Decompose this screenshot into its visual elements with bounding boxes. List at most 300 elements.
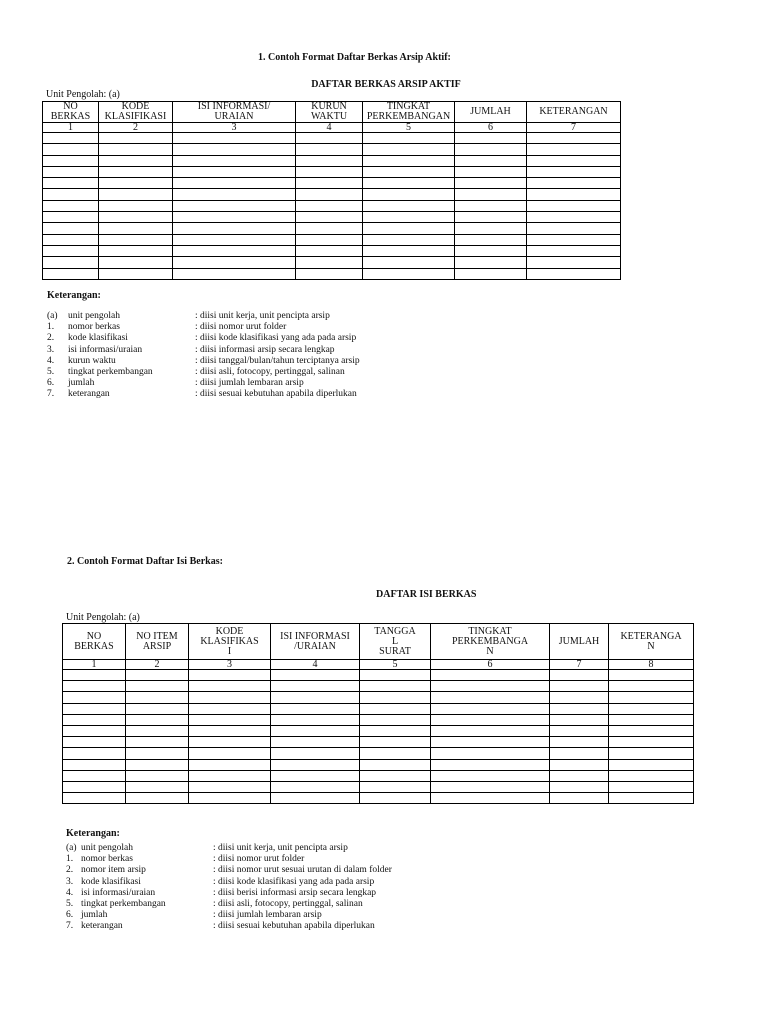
column-number: 5 xyxy=(360,660,431,670)
note-number: 3. xyxy=(66,876,74,887)
table-cell[interactable] xyxy=(360,770,431,781)
table-cell[interactable] xyxy=(360,759,431,770)
table-cell[interactable] xyxy=(455,166,527,177)
table-cell[interactable] xyxy=(189,737,271,748)
section1-unit-label: Unit Pengolah: (a) xyxy=(46,89,120,100)
table-cell[interactable] xyxy=(550,781,609,792)
table-cell[interactable] xyxy=(431,770,550,781)
table-cell[interactable] xyxy=(363,133,455,144)
table-cell[interactable] xyxy=(455,155,527,166)
table-cell[interactable] xyxy=(43,144,99,155)
table-cell[interactable] xyxy=(609,737,694,748)
table-cell[interactable] xyxy=(527,166,621,177)
table-cell[interactable] xyxy=(99,245,173,256)
table-cell[interactable] xyxy=(173,189,296,200)
table-cell[interactable] xyxy=(271,737,360,748)
list-item xyxy=(47,356,447,367)
table-cell[interactable] xyxy=(99,133,173,144)
note-description: : diisi asli, fotocopy, pertinggal, salinan xyxy=(213,898,363,909)
table-cell[interactable] xyxy=(173,155,296,166)
table-cell[interactable] xyxy=(99,178,173,189)
table-cell[interactable] xyxy=(455,144,527,155)
table-cell[interactable] xyxy=(455,257,527,268)
table-cell[interactable] xyxy=(550,681,609,692)
table-cell[interactable] xyxy=(455,245,527,256)
table-cell[interactable] xyxy=(527,178,621,189)
note-label: jumlah xyxy=(68,378,95,389)
column-header: KODE KLASIFIKASI xyxy=(99,102,173,123)
table-cell[interactable] xyxy=(63,692,126,703)
note-label: unit pengolah xyxy=(68,311,120,321)
note-description: : diisi informasi arsip secara lengkap xyxy=(195,344,335,355)
section2-notes-title: Keterangan: xyxy=(66,828,120,839)
note-number: 7. xyxy=(47,389,55,400)
list-item xyxy=(66,865,486,876)
table-cell[interactable] xyxy=(527,189,621,200)
table-cell[interactable] xyxy=(173,212,296,223)
note-number: 5. xyxy=(66,898,74,909)
note-description: : diisi jumlah lembaran arsip xyxy=(195,378,304,389)
table-cell[interactable] xyxy=(455,200,527,211)
table-cell[interactable] xyxy=(173,223,296,234)
table-cell[interactable] xyxy=(296,166,363,177)
note-description: : diisi nomor urut folder xyxy=(195,322,287,333)
table-cell[interactable] xyxy=(63,759,126,770)
table-cell[interactable] xyxy=(126,703,189,714)
note-description: : diisi jumlah lembaran arsip xyxy=(213,910,322,921)
table-row xyxy=(63,759,694,770)
table-cell[interactable] xyxy=(609,759,694,770)
table-cell[interactable] xyxy=(527,133,621,144)
note-label: nomor berkas xyxy=(68,322,120,333)
table-cell[interactable] xyxy=(296,144,363,155)
table-cell[interactable] xyxy=(43,245,99,256)
table-cell[interactable] xyxy=(99,268,173,279)
table-row xyxy=(43,200,621,211)
table-cell[interactable] xyxy=(189,793,271,804)
table-cell[interactable] xyxy=(43,234,99,245)
table-cell[interactable] xyxy=(126,692,189,703)
table-cell[interactable] xyxy=(455,189,527,200)
table-cell[interactable] xyxy=(360,781,431,792)
column-number: 1 xyxy=(43,123,99,133)
table-cell[interactable] xyxy=(363,268,455,279)
table-cell[interactable] xyxy=(173,234,296,245)
table-cell[interactable] xyxy=(360,681,431,692)
table-cell[interactable] xyxy=(296,212,363,223)
column-header: KETERANGAN xyxy=(527,102,621,123)
table-cell[interactable] xyxy=(609,725,694,736)
note-description: : diisi unit kerja, unit pencipta arsip xyxy=(213,843,348,853)
table-cell[interactable] xyxy=(43,268,99,279)
note-label: kode klasifikasi xyxy=(81,876,141,887)
table-cell[interactable] xyxy=(189,692,271,703)
note-number: 2. xyxy=(66,865,74,876)
table-cell[interactable] xyxy=(189,759,271,770)
column-header: NO BERKAS xyxy=(63,624,126,660)
column-header: TINGKAT PERKEMBANGA N xyxy=(431,624,550,660)
table-cell[interactable] xyxy=(126,781,189,792)
column-header: KODE KLASIFIKAS I xyxy=(189,624,271,660)
column-header: TANGGA L SURAT xyxy=(360,624,431,660)
table-cell[interactable] xyxy=(189,714,271,725)
table-cell[interactable] xyxy=(363,257,455,268)
column-header: ISI INFORMASI /URAIAN xyxy=(271,624,360,660)
note-label: unit pengolah xyxy=(81,843,133,853)
note-number: 1. xyxy=(47,322,55,333)
table-cell[interactable] xyxy=(173,245,296,256)
note-description: : diisi berisi informasi arsip secara lengkap xyxy=(213,887,377,898)
table-cell[interactable] xyxy=(63,725,126,736)
column-header: JUMLAH xyxy=(550,624,609,660)
list-item xyxy=(47,345,447,356)
note-number: 5. xyxy=(47,366,55,377)
table-cell[interactable] xyxy=(527,223,621,234)
column-number: 6 xyxy=(431,660,550,670)
table-cell[interactable] xyxy=(271,781,360,792)
note-label: nomor berkas xyxy=(81,854,133,865)
table-cell[interactable] xyxy=(431,692,550,703)
table-cell[interactable] xyxy=(363,245,455,256)
list-item xyxy=(66,921,486,932)
table-cell[interactable] xyxy=(527,144,621,155)
table-cell[interactable] xyxy=(550,793,609,804)
table-cell[interactable] xyxy=(99,144,173,155)
table-row xyxy=(63,737,694,748)
table-cell[interactable] xyxy=(360,725,431,736)
column-number: 2 xyxy=(99,123,173,133)
table-cell[interactable] xyxy=(296,200,363,211)
table-cell[interactable] xyxy=(431,748,550,759)
table-cell[interactable] xyxy=(527,257,621,268)
table-cell[interactable] xyxy=(609,703,694,714)
table-cell[interactable] xyxy=(43,257,99,268)
list-item xyxy=(66,888,486,899)
table-cell[interactable] xyxy=(43,223,99,234)
list-item xyxy=(66,910,486,921)
note-number: (a) xyxy=(47,311,58,321)
table-cell[interactable] xyxy=(550,770,609,781)
table-cell[interactable] xyxy=(271,759,360,770)
table-cell[interactable] xyxy=(189,748,271,759)
list-item xyxy=(66,899,486,910)
section2-unit-label: Unit Pengolah: (a) xyxy=(66,612,140,623)
table-cell[interactable] xyxy=(99,212,173,223)
table-cell[interactable] xyxy=(363,178,455,189)
table-cell[interactable] xyxy=(431,703,550,714)
table-cell[interactable] xyxy=(271,714,360,725)
daftar-berkas-table xyxy=(42,101,621,280)
table-cell[interactable] xyxy=(126,770,189,781)
table-cell[interactable] xyxy=(609,692,694,703)
table-cell[interactable] xyxy=(126,681,189,692)
table-row xyxy=(43,245,621,256)
table-cell[interactable] xyxy=(550,670,609,681)
table-cell[interactable] xyxy=(296,178,363,189)
note-description: : diisi kode klasifikasi yang ada pada arsip xyxy=(213,876,375,887)
table-cell[interactable] xyxy=(609,748,694,759)
table-cell[interactable] xyxy=(43,189,99,200)
note-label: nomor item arsip xyxy=(81,865,146,876)
table-cell[interactable] xyxy=(363,200,455,211)
table-cell[interactable] xyxy=(43,200,99,211)
table-cell[interactable] xyxy=(550,703,609,714)
table-cell[interactable] xyxy=(360,703,431,714)
table-cell[interactable] xyxy=(99,166,173,177)
column-number: 4 xyxy=(271,660,360,670)
daftar-isi-berkas-table xyxy=(62,623,694,804)
table-cell[interactable] xyxy=(431,737,550,748)
table-cell[interactable] xyxy=(189,781,271,792)
table-cell[interactable] xyxy=(455,268,527,279)
column-number: 2 xyxy=(126,660,189,670)
table-cell[interactable] xyxy=(609,670,694,681)
note-number: 6. xyxy=(47,378,55,389)
table-row xyxy=(63,670,694,681)
table-cell[interactable] xyxy=(527,155,621,166)
table-row xyxy=(63,770,694,781)
table-cell[interactable] xyxy=(126,670,189,681)
list-item xyxy=(66,877,486,888)
section2-notes-list xyxy=(66,843,486,933)
note-number: 2. xyxy=(47,333,55,344)
table-row xyxy=(43,166,621,177)
note-number: 3. xyxy=(47,344,55,355)
table-cell[interactable] xyxy=(550,737,609,748)
table-cell[interactable] xyxy=(99,155,173,166)
note-description: : diisi nomor urut sesuai urutan di dalam folder xyxy=(213,865,392,876)
table-cell[interactable] xyxy=(363,155,455,166)
table-cell[interactable] xyxy=(527,245,621,256)
table-cell[interactable] xyxy=(99,223,173,234)
table-cell[interactable] xyxy=(609,770,694,781)
table-cell[interactable] xyxy=(63,748,126,759)
note-description: : diisi asli, fotocopy, pertinggal, salinan xyxy=(195,366,345,377)
table-cell[interactable] xyxy=(99,234,173,245)
note-number: 4. xyxy=(66,887,74,898)
table-cell[interactable] xyxy=(271,681,360,692)
table-cell[interactable] xyxy=(126,748,189,759)
note-label: kurun waktu xyxy=(68,355,116,366)
table-cell[interactable] xyxy=(431,781,550,792)
table-cell[interactable] xyxy=(550,748,609,759)
table-cell[interactable] xyxy=(455,133,527,144)
section2-title: DAFTAR ISI BERKAS xyxy=(376,589,477,600)
table-cell[interactable] xyxy=(527,234,621,245)
table-cell[interactable] xyxy=(363,166,455,177)
table-cell[interactable] xyxy=(363,234,455,245)
table-cell[interactable] xyxy=(296,257,363,268)
table-cell[interactable] xyxy=(296,223,363,234)
table-cell[interactable] xyxy=(99,200,173,211)
table-cell[interactable] xyxy=(189,670,271,681)
column-header: KURUN WAKTU xyxy=(296,102,363,123)
table-cell[interactable] xyxy=(296,133,363,144)
note-description: : diisi sesuai kebutuhan apabila diperlukan xyxy=(213,921,375,932)
table-row xyxy=(43,189,621,200)
table-cell[interactable] xyxy=(63,793,126,804)
table-cell[interactable] xyxy=(173,166,296,177)
list-item xyxy=(47,322,447,333)
table-cell[interactable] xyxy=(455,234,527,245)
table-cell[interactable] xyxy=(296,155,363,166)
table-cell[interactable] xyxy=(363,189,455,200)
table-cell[interactable] xyxy=(43,178,99,189)
table-row xyxy=(43,234,621,245)
table-cell[interactable] xyxy=(126,725,189,736)
table-cell[interactable] xyxy=(609,681,694,692)
table-cell[interactable] xyxy=(550,759,609,770)
table-cell[interactable] xyxy=(126,714,189,725)
table-cell[interactable] xyxy=(126,737,189,748)
table-cell[interactable] xyxy=(296,234,363,245)
list-item xyxy=(47,311,447,322)
table-cell[interactable] xyxy=(550,692,609,703)
table-cell[interactable] xyxy=(43,133,99,144)
table-cell[interactable] xyxy=(189,725,271,736)
table-cell[interactable] xyxy=(99,189,173,200)
table-cell[interactable] xyxy=(550,725,609,736)
column-header: NO ITEM ARSIP xyxy=(126,624,189,660)
table-cell[interactable] xyxy=(271,793,360,804)
table-cell[interactable] xyxy=(63,681,126,692)
column-number: 7 xyxy=(527,123,621,133)
column-number: 3 xyxy=(189,660,271,670)
table-cell[interactable] xyxy=(360,748,431,759)
table-cell[interactable] xyxy=(455,178,527,189)
table-cell[interactable] xyxy=(271,703,360,714)
table-row xyxy=(43,133,621,144)
column-number: 3 xyxy=(173,123,296,133)
table-cell[interactable] xyxy=(431,725,550,736)
note-label: isi informasi/uraian xyxy=(68,344,143,355)
table-row xyxy=(63,703,694,714)
table-cell[interactable] xyxy=(43,212,99,223)
table-cell[interactable] xyxy=(99,257,173,268)
column-header: NO BERKAS xyxy=(43,102,99,123)
table-row xyxy=(63,692,694,703)
list-item xyxy=(47,389,447,400)
table-row xyxy=(43,212,621,223)
column-header: JUMLAH xyxy=(455,102,527,123)
table-row xyxy=(43,257,621,268)
table-cell[interactable] xyxy=(63,737,126,748)
note-description: : diisi tanggal/bulan/tahun terciptanya arsip xyxy=(195,355,360,366)
note-label: tingkat perkembangan xyxy=(68,366,153,377)
table-cell[interactable] xyxy=(63,781,126,792)
table-row xyxy=(43,155,621,166)
table-row xyxy=(63,781,694,792)
table-cell[interactable] xyxy=(455,223,527,234)
table-cell[interactable] xyxy=(360,793,431,804)
table-cell[interactable] xyxy=(189,681,271,692)
table-cell[interactable] xyxy=(189,770,271,781)
table-cell[interactable] xyxy=(431,670,550,681)
column-number: 6 xyxy=(455,123,527,133)
column-number: 8 xyxy=(609,660,694,670)
table-cell[interactable] xyxy=(360,737,431,748)
column-header: TINGKAT PERKEMBANGAN xyxy=(363,102,455,123)
table-cell[interactable] xyxy=(43,166,99,177)
table-cell[interactable] xyxy=(43,155,99,166)
column-header: KETERANGA N xyxy=(609,624,694,660)
table-row xyxy=(43,178,621,189)
table-cell[interactable] xyxy=(609,793,694,804)
table-cell[interactable] xyxy=(173,133,296,144)
table-cell[interactable] xyxy=(271,725,360,736)
table-cell[interactable] xyxy=(609,714,694,725)
table-cell[interactable] xyxy=(527,268,621,279)
section1-title: DAFTAR BERKAS ARSIP AKTIF xyxy=(311,79,461,90)
table-cell[interactable] xyxy=(360,670,431,681)
note-description: : diisi kode klasifikasi yang ada pada arsip xyxy=(195,333,357,344)
table-cell[interactable] xyxy=(431,793,550,804)
note-label: keterangan xyxy=(81,921,123,932)
table-cell[interactable] xyxy=(527,200,621,211)
table-cell[interactable] xyxy=(431,759,550,770)
table-cell[interactable] xyxy=(360,714,431,725)
table-cell[interactable] xyxy=(296,189,363,200)
table-cell[interactable] xyxy=(271,748,360,759)
note-description: : diisi sesuai kebutuhan apabila diperlukan xyxy=(195,389,357,400)
column-number: 7 xyxy=(550,660,609,670)
section1-notes-title: Keterangan: xyxy=(47,290,101,301)
table-cell[interactable] xyxy=(63,770,126,781)
table-cell[interactable] xyxy=(527,212,621,223)
table-cell[interactable] xyxy=(126,759,189,770)
table-cell[interactable] xyxy=(63,703,126,714)
note-label: keterangan xyxy=(68,389,110,400)
table-cell[interactable] xyxy=(173,144,296,155)
column-number: 4 xyxy=(296,123,363,133)
table-row xyxy=(63,793,694,804)
table-cell[interactable] xyxy=(550,714,609,725)
table-cell[interactable] xyxy=(271,670,360,681)
list-item xyxy=(47,333,447,344)
table-cell[interactable] xyxy=(173,178,296,189)
table-row xyxy=(63,748,694,759)
table-cell[interactable] xyxy=(63,670,126,681)
table-row xyxy=(43,144,621,155)
table-cell[interactable] xyxy=(126,793,189,804)
table-cell[interactable] xyxy=(271,692,360,703)
table-cell[interactable] xyxy=(363,223,455,234)
column-number: 1 xyxy=(63,660,126,670)
table-cell[interactable] xyxy=(173,268,296,279)
list-item xyxy=(66,843,486,854)
table-cell[interactable] xyxy=(431,714,550,725)
table-cell[interactable] xyxy=(271,770,360,781)
table-cell[interactable] xyxy=(173,257,296,268)
note-label: kode klasifikasi xyxy=(68,333,128,344)
note-label: isi informasi/uraian xyxy=(81,887,156,898)
table-cell[interactable] xyxy=(431,681,550,692)
note-label: jumlah xyxy=(81,910,108,921)
table-row xyxy=(63,714,694,725)
table-cell[interactable] xyxy=(63,714,126,725)
table-cell[interactable] xyxy=(296,245,363,256)
table-cell[interactable] xyxy=(609,781,694,792)
table-cell[interactable] xyxy=(455,212,527,223)
table-cell[interactable] xyxy=(296,268,363,279)
table-cell[interactable] xyxy=(189,703,271,714)
table-cell[interactable] xyxy=(360,692,431,703)
table-cell[interactable] xyxy=(363,212,455,223)
table-cell[interactable] xyxy=(363,144,455,155)
table-cell[interactable] xyxy=(173,200,296,211)
table-row xyxy=(63,681,694,692)
note-description: : diisi unit kerja, unit pencipta arsip xyxy=(195,311,330,321)
